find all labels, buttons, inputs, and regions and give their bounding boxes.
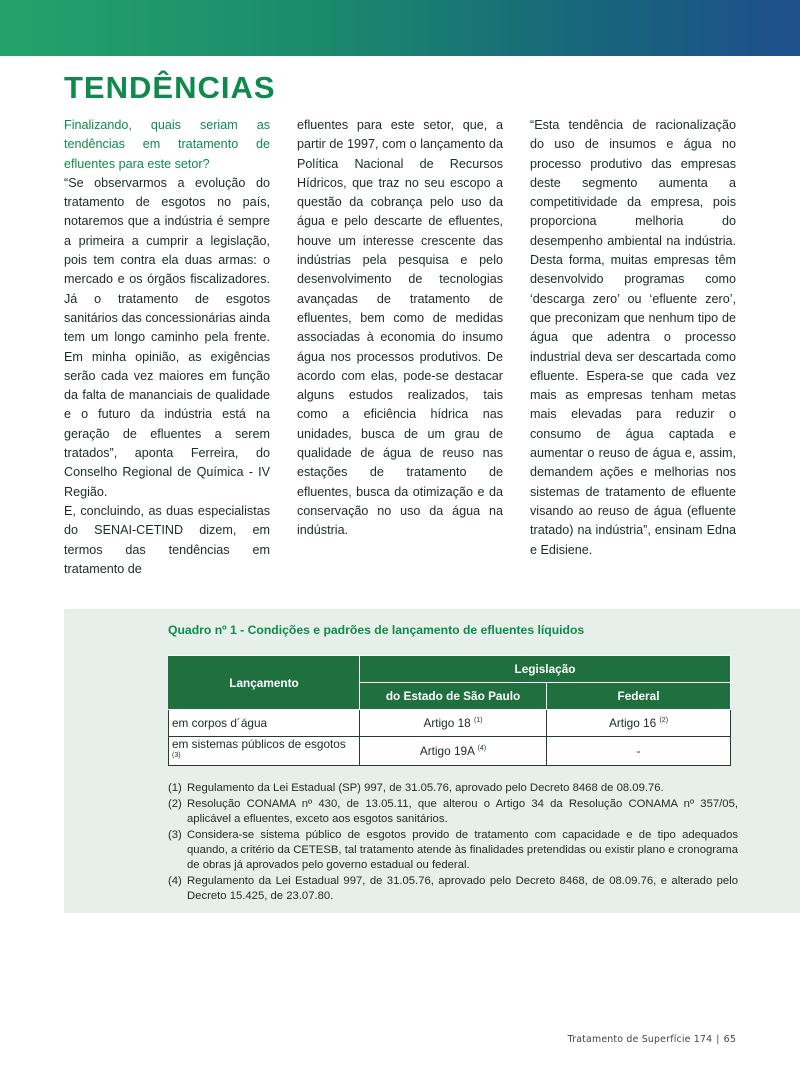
article-paragraph: efluentes para este setor, que, a partir de 1997, com o lançamento da Política Nacional de Recursos Hídricos, que traz no seu escopo a questão da cobrança pelo uso da água e pelo descarte de efluentes, houve um interesse crescente das indústrias pela pesquisa e pelo desenvolvimento de tecnologias avançadas de tratamento de efluentes, bem como de medidas associadas à economia do insumo água nos processos produtivos. De acordo com elas, pode-se destacar alguns estudos realizados, tais como a eficiência hídrica nas unidades, busca de um grau de qualidade de água de reuso nas estações de tratamento de efluentes, busca da otimização e da conservação no uso da água na indústria.	[297, 118, 503, 538]
footnote: (1) Regulamento da Lei Estadual (SP) 997, de 31.05.76, aprovado pelo Decreto 8468 de 08.09.76.	[168, 782, 664, 794]
article-paragraph: E, concluindo, as duas especialistas do SENAI-CETIND dizem, em termos das tendências em tratamento de	[64, 503, 270, 576]
footnote-ref: (2)	[659, 717, 669, 725]
cell-sp: Artigo 19A $^{(4)}$	[360, 737, 547, 766]
cell-federal: Artigo 16 $^{(2)}$	[547, 710, 731, 737]
footnote-ref: (3)	[172, 752, 181, 760]
article-column-3	[530, 116, 736, 560]
quadro-panel	[64, 609, 800, 913]
footnote: (3) Considera-se sistema público de esgotos provido de tratamento com capacidade e de tipo adequados quando, a critério da CETESB, tal tratamento atende às finalidades pretendidas ou existir plano e cronograma de obras já aprovados pelo governo estadual ou federal.	[168, 828, 738, 872]
table-row	[169, 710, 731, 737]
cell-lancamento: em corpos d´água	[169, 710, 360, 737]
page-title: TENDÊNCIAS	[64, 70, 276, 105]
footer-separator: |	[716, 1034, 720, 1045]
footnote-ref: (4)	[477, 745, 487, 753]
article-column-2	[297, 116, 503, 541]
table-row	[169, 737, 731, 766]
footnote: (4) Regulamento da Lei Estadual 997, de 31.05.76, aprovado pelo Decreto 8468, de 08.09.76, e alterado pelo Decreto 15.425, de 23.07.80.	[168, 874, 738, 902]
footnotes	[168, 781, 738, 905]
page-number: 65	[723, 1034, 736, 1045]
article-paragraph: “Se observarmos a evolução do tratamento de esgotos no país, notaremos que a indústria é sempre a primeira a cumprir a legislação, pois tem contra ela duas armas: o mercado e os órgãos fiscalizadores. Já o tratamento de esgotos sanitários das concessionárias ainda tem um longo caminho pela frente. Em minha opinião, as exigências serão cada vez maiores em função da falta de mananciais de qualidade e o futuro da indústria está na geração de efluentes a serem tratados”, aponta Ferreira, do Conselho Regional de Química - IV Região.	[64, 175, 270, 499]
cell-sp: Artigo 18 $^{(1)}$	[360, 710, 547, 737]
footnote-ref: (1)	[473, 717, 483, 725]
legislation-table	[168, 655, 731, 766]
footnote: (2) Resolução CONAMA nº 430, de 13.05.11, que alterou o Artigo 34 da Resolução CONAMA nº 357/05, aplicável a efluentes, exceto aos esgotos sanitários.	[168, 797, 738, 825]
table-header-row	[169, 656, 731, 683]
cell-federal: -	[547, 737, 731, 766]
interview-question: Finalizando, quais seriam as tendências em tratamento de efluentes para este setor?	[64, 118, 270, 171]
page-footer	[568, 1034, 736, 1045]
header-gradient-bar	[0, 0, 800, 56]
article-paragraph: “Esta tendência de racionalização do uso de insumos e água no processo produtivo das empresas deste segmento aumenta a competitividade da empresa, pois proporciona melhoria do desempenho ambiental na indústria. Desta forma, muitas empresas têm desenvolvido programas como ‘descarga zero’ ou ‘efluente zero’, que preconizam que nenhum tipo de água que adentra o processo industrial deva ser descartada como efluente. Espera-se que cada vez mais as empresas tenham metas mais elevadas para reduzir o consumo de água captada e aumentar o reuso de água e, assim, demandem ações e melhorias nos sistemas de tratamento de efluente visando ao reuso de água (efluente tratado) na indústria”, ensinam Edna e Edisiene.	[530, 118, 736, 557]
cell-lancamento: em sistemas públicos de esgotos $^{(3)}$	[169, 737, 360, 766]
header-sp: do Estado de São Paulo	[360, 683, 547, 710]
header-federal: Federal	[547, 683, 731, 710]
article-column-1	[64, 116, 270, 579]
header-legislacao: Legislação	[360, 656, 731, 683]
publication-name: Tratamento de Superfície 174	[567, 1034, 713, 1045]
header-lancamento: Lançamento	[169, 656, 360, 710]
quadro-title: Quadro nº 1 - Condições e padrões de lançamento de efluentes líquidos	[168, 623, 585, 637]
